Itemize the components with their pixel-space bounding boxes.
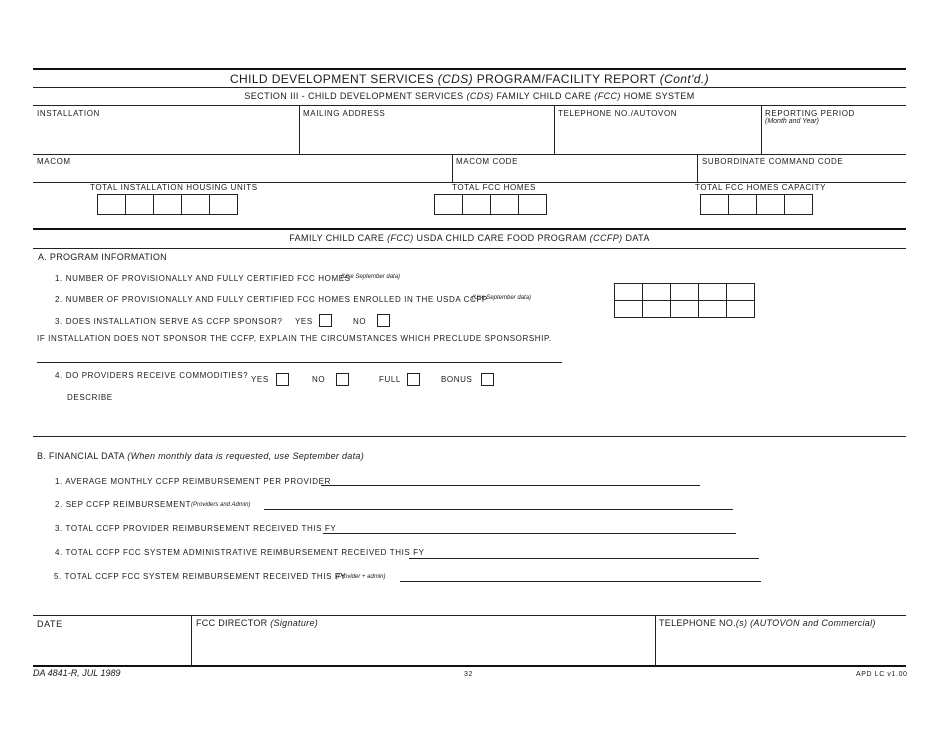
form-id: DA 4841-R, JUL 1989 (33, 668, 121, 678)
total-fcc-homes-label: TOTAL FCC HOMES (452, 183, 536, 192)
subordinate-code-label: SUBORDINATE COMMAND CODE (702, 157, 844, 166)
program-item-1-note: (Use September data) (341, 274, 401, 280)
divider (554, 105, 555, 154)
financial-heading: B. FINANCIAL DATA (When monthly data is requested, use September data) (37, 451, 364, 461)
section-title: SECTION III - CHILD DEVELOPMENT SERVICES (CDS) FAMILY CHILD CARE (FCC) HOME SYSTEM (244, 91, 695, 101)
divider (655, 615, 656, 666)
commodities-yes-checkbox[interactable] (276, 373, 289, 386)
program-item-2: 2. NUMBER OF PROVISIONALLY AND FULLY CERTIFIED FCC HOMES ENROLLED IN THE USDA CCFP (55, 295, 488, 304)
mailing-address-label: MAILING ADDRESS (303, 109, 386, 118)
commodities-bonus-checkbox[interactable] (481, 373, 494, 386)
rule (33, 154, 906, 155)
ccfp-heading: FAMILY CHILD CARE (FCC) USDA CHILD CARE FOOD PROGRAM (CCFP) DATA (289, 233, 650, 243)
total-capacity-boxes[interactable] (701, 194, 813, 215)
total-capacity-label: TOTAL FCC HOMES CAPACITY (695, 183, 827, 192)
financial-item-2-line[interactable] (264, 509, 733, 510)
explain-instruction: IF INSTALLATION DOES NOT SPONSOR THE CCFP, EXPLAIN THE CIRCUMSTANCES WHICH PRECLUDE SPONSORSHIP. (37, 334, 552, 343)
divider (299, 105, 300, 154)
program-item-3: 3. DOES INSTALLATION SERVE AS CCFP SPONSOR? (55, 317, 283, 326)
commodities-no-label: NO (312, 375, 326, 384)
rule (33, 436, 906, 437)
divider (761, 105, 762, 154)
reporting-period-label: REPORTING PERIOD (765, 109, 855, 118)
financial-item-4-line[interactable] (409, 558, 759, 559)
form-title: CHILD DEVELOPMENT SERVICES (CDS) PROGRAM/FACILITY REPORT (Cont'd.) (229, 72, 710, 86)
reporting-period-note: (Month and Year) (765, 118, 819, 125)
top-rule (33, 68, 906, 70)
macom-code-label: MACOM CODE (456, 157, 518, 166)
commodities-bonus-label: BONUS (441, 375, 473, 384)
explain-line[interactable] (37, 362, 562, 363)
sponsor-no-checkbox[interactable] (377, 314, 390, 327)
bottom-rule (33, 665, 906, 667)
program-item-1: 1. NUMBER OF PROVISIONALLY AND FULLY CERTIFIED FCC HOMES (55, 274, 351, 283)
sponsor-no-label: NO (353, 317, 367, 326)
financial-item-5-line[interactable] (400, 581, 761, 582)
rule (33, 615, 906, 616)
director-label: FCC DIRECTOR (Signature) (196, 618, 319, 628)
version-label: APD LC v1.00 (856, 671, 908, 678)
financial-item-3-line[interactable] (323, 533, 736, 534)
installation-label: INSTALLATION (37, 109, 100, 118)
rule (33, 87, 906, 88)
sponsor-yes-label: YES (295, 317, 313, 326)
program-item-4: 4. DO PROVIDERS RECEIVE COMMODITIES? (55, 371, 249, 380)
commodities-no-checkbox[interactable] (336, 373, 349, 386)
financial-item-2-note: (Providers and Admin) (191, 502, 251, 508)
program-item-2-note: (Use September data) (472, 295, 532, 301)
sponsor-yes-checkbox[interactable] (319, 314, 332, 327)
divider (452, 154, 453, 182)
telephone-label: TELEPHONE NO./AUTOVON (558, 109, 678, 118)
program-info-heading: A. PROGRAM INFORMATION (38, 252, 167, 262)
financial-item-5-note: (Provider + admin) (336, 574, 386, 580)
rule (33, 105, 906, 106)
rule (33, 248, 906, 249)
macom-label: MACOM (37, 157, 71, 166)
total-housing-label: TOTAL INSTALLATION HOUSING UNITS (90, 183, 258, 192)
total-housing-boxes[interactable] (98, 194, 238, 215)
fcc-count-grid[interactable] (615, 284, 755, 318)
financial-item-1: 1. AVERAGE MONTHLY CCFP REIMBURSEMENT PER PROVIDER (55, 477, 331, 486)
financial-item-3: 3. TOTAL CCFP PROVIDER REIMBURSEMENT RECEIVED THIS FY (55, 524, 337, 533)
divider (697, 154, 698, 182)
rule (33, 228, 906, 230)
commodities-full-checkbox[interactable] (407, 373, 420, 386)
total-fcc-homes-boxes[interactable] (435, 194, 547, 215)
phone-label: TELEPHONE NO.(s) (AUTOVON and Commercial) (659, 618, 876, 628)
financial-item-1-line[interactable] (321, 485, 700, 486)
financial-item-5: 5. TOTAL CCFP FCC SYSTEM REIMBURSEMENT RECEIVED THIS FY (54, 572, 347, 581)
describe-label: DESCRIBE (67, 393, 113, 402)
financial-item-4: 4. TOTAL CCFP FCC SYSTEM ADMINISTRATIVE REIMBURSEMENT RECEIVED THIS FY (55, 548, 425, 557)
financial-item-2: 2. SEP CCFP REIMBURSEMENT (55, 500, 192, 509)
commodities-full-label: FULL (379, 375, 401, 384)
commodities-yes-label: YES (251, 375, 269, 384)
divider (191, 615, 192, 666)
date-label: DATE (37, 619, 63, 629)
page-number: 32 (464, 671, 473, 678)
